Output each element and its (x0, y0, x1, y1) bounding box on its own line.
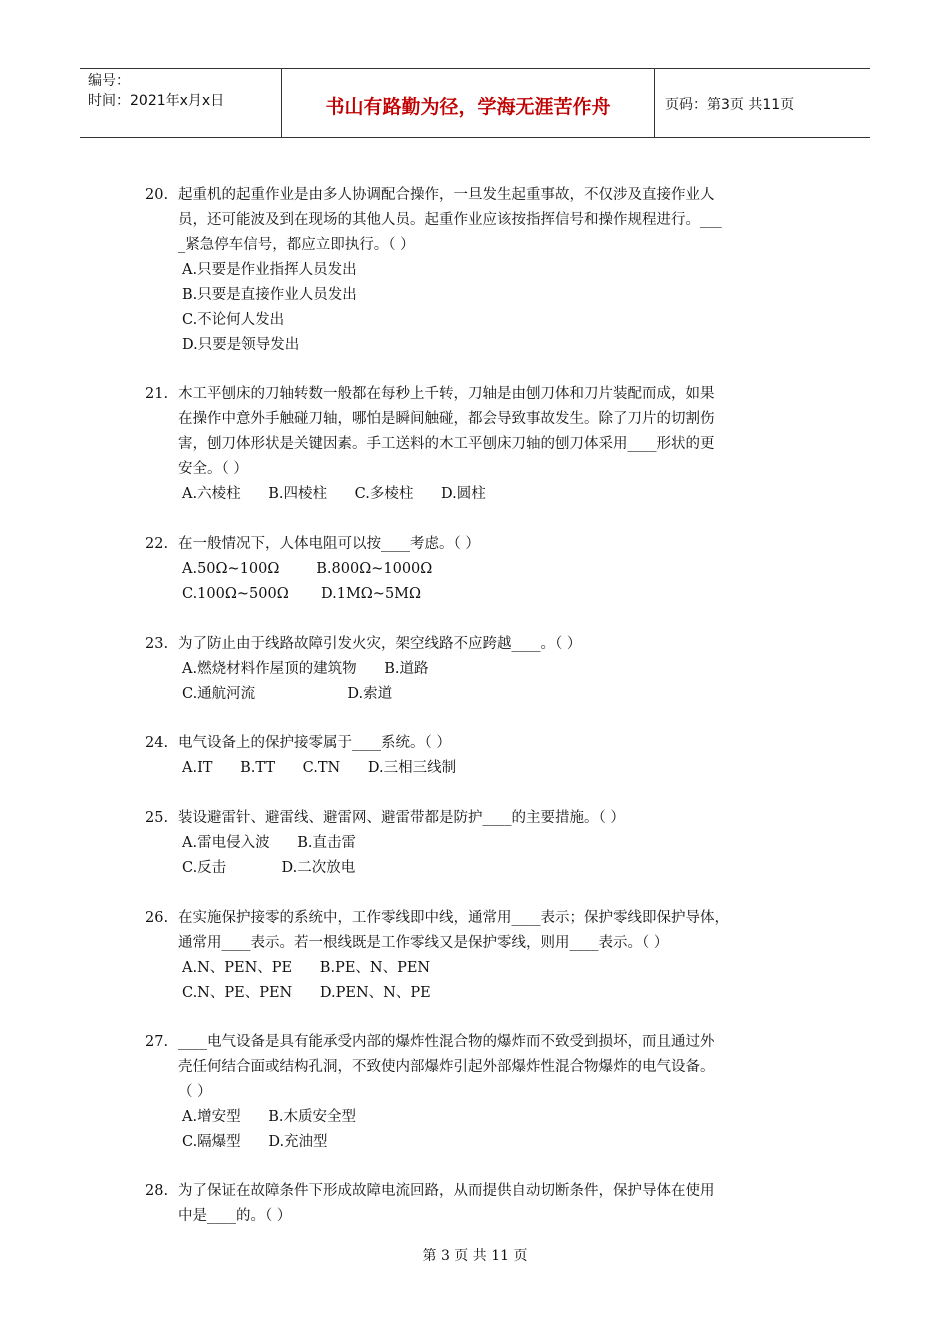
answer-option: C.100Ω~500Ω D.1MΩ~5MΩ (182, 586, 422, 602)
question-item (145, 382, 815, 507)
question-stem-line: 为了防止由于线路故障引发火灾，架空线路不应跨越____。（ ） (178, 636, 582, 652)
question-stem-line: 在一般情况下，人体电阻可以按____考虑。（ ） (178, 536, 480, 552)
question-number: 25. (145, 810, 169, 826)
question-item (145, 1179, 815, 1229)
question-item (145, 906, 815, 1006)
question-stem (178, 382, 815, 482)
question-item (145, 731, 815, 781)
answer-option: C.N、PE、PEN D.PEN、N、PE (182, 985, 431, 1001)
answer-option: A.燃烧材料作屋顶的建筑物 B.道路 (182, 661, 429, 677)
question-stem (178, 632, 815, 657)
number-label: 编号： (88, 73, 130, 89)
question-stem-line: 员，还可能波及到在现场的其他人员。起重作业应该按指挥信号和操作规程进行。___ (178, 212, 722, 228)
question-item (145, 806, 815, 881)
question-stem-line: 为了保证在故障条件下形成故障电流回路，从而提供自动切断条件，保护导体在使用 (178, 1183, 715, 1199)
answer-option: A.增安型 B.木质安全型 (182, 1109, 356, 1125)
question-stem-line: 通常用____表示。若一根线既是工作零线又是保护零线，则用____表示。（ ） (178, 935, 669, 951)
question-stem-line: 害，刨刀体形状是关键因素。手工送料的木工平刨床刀轴的刨刀体采用____形状的更 (178, 436, 715, 452)
question-number: 23. (145, 636, 169, 652)
question-stem-line: _紧急停车信号，都应立即执行。（ ） (178, 237, 415, 253)
question-stem-line: 电气设备上的保护接零属于____系统。（ ） (178, 735, 451, 751)
answer-option: A.50Ω~100Ω B.800Ω~1000Ω (182, 561, 433, 577)
question-number: 27. (145, 1034, 169, 1050)
time-label: 时间：2021年x月x日 (88, 93, 225, 109)
question-item (145, 1030, 815, 1155)
question-stem-line: 装设避雷针、避雷线、避雷网、避雷带都是防护____的主要措施。（ ） (178, 810, 625, 826)
answer-option: A.只要是作业指挥人员发出 (182, 262, 357, 278)
question-stem-line: 安全。（ ） (178, 461, 248, 477)
question-number: 22. (145, 536, 169, 552)
question-number: 24. (145, 735, 169, 751)
question-number: 28. (145, 1183, 169, 1199)
question-stem (178, 532, 815, 557)
question-stem-line: （ ） (178, 1084, 212, 1100)
answer-option: A.IT B.TT C.TN D.三相三线制 (182, 760, 457, 776)
page-footer: 第 3 页 共 11 页 (422, 1248, 528, 1264)
question-stem (178, 906, 815, 956)
answer-option: D.只要是领导发出 (182, 337, 300, 353)
header-page-info: 页码：第3页 共11页 (665, 97, 795, 113)
question-number: 21. (145, 386, 169, 402)
question-item (145, 183, 815, 358)
question-item (145, 632, 815, 707)
answer-option: C.不论何人发出 (182, 312, 285, 328)
question-stem-line: 壳任何结合面或结构孔洞，不致使内部爆炸引起外部爆炸性混合物爆炸的电气设备。 (178, 1059, 715, 1075)
question-stem (178, 806, 815, 831)
question-stem (178, 1030, 815, 1105)
page-header (80, 68, 870, 138)
header-meta (80, 69, 282, 137)
question-stem-line: ____电气设备是具有能承受内部的爆炸性混合物的爆炸而不致受到损坏，而且通过外 (178, 1034, 715, 1050)
answer-option: C.反击 D.二次放电 (182, 860, 356, 876)
question-stem (178, 1179, 815, 1229)
answer-option: C.隔爆型 D.充油型 (182, 1134, 328, 1150)
question-stem-line: 起重机的起重作业是由多人协调配合操作，一旦发生起重事故，不仅涉及直接作业人 (178, 187, 715, 203)
question-stem-line: 中是____的。（ ） (178, 1208, 292, 1224)
question-item (145, 532, 815, 607)
question-stem-line: 在操作中意外手触碰刀轴，哪怕是瞬间触碰，都会导致事故发生。除了刀片的切割伤 (178, 411, 715, 427)
answer-option: B.只要是直接作业人员发出 (182, 287, 357, 303)
question-stem-line: 在实施保护接零的系统中，工作零线即中线，通常用____表示；保护零线即保护导体， (178, 910, 729, 926)
answer-option: A.六棱柱 B.四棱柱 C.多棱柱 D.圆柱 (182, 486, 486, 502)
answer-option: C.通航河流 D.索道 (182, 686, 393, 702)
question-number: 20. (145, 187, 169, 203)
answer-option: A.N、PEN、PE B.PE、N、PEN (182, 960, 431, 976)
answer-option: A.雷电侵入波 B.直击雷 (182, 835, 356, 851)
question-stem-line: 木工平刨床的刀轴转数一般都在每秒上千转，刀轴是由刨刀体和刀片装配而成，如果 (178, 386, 715, 402)
header-motto: 书山有路勤为径，学海无涯苦作舟 (282, 69, 655, 137)
question-stem (178, 183, 815, 258)
question-stem (178, 731, 815, 756)
question-number: 26. (145, 910, 169, 926)
